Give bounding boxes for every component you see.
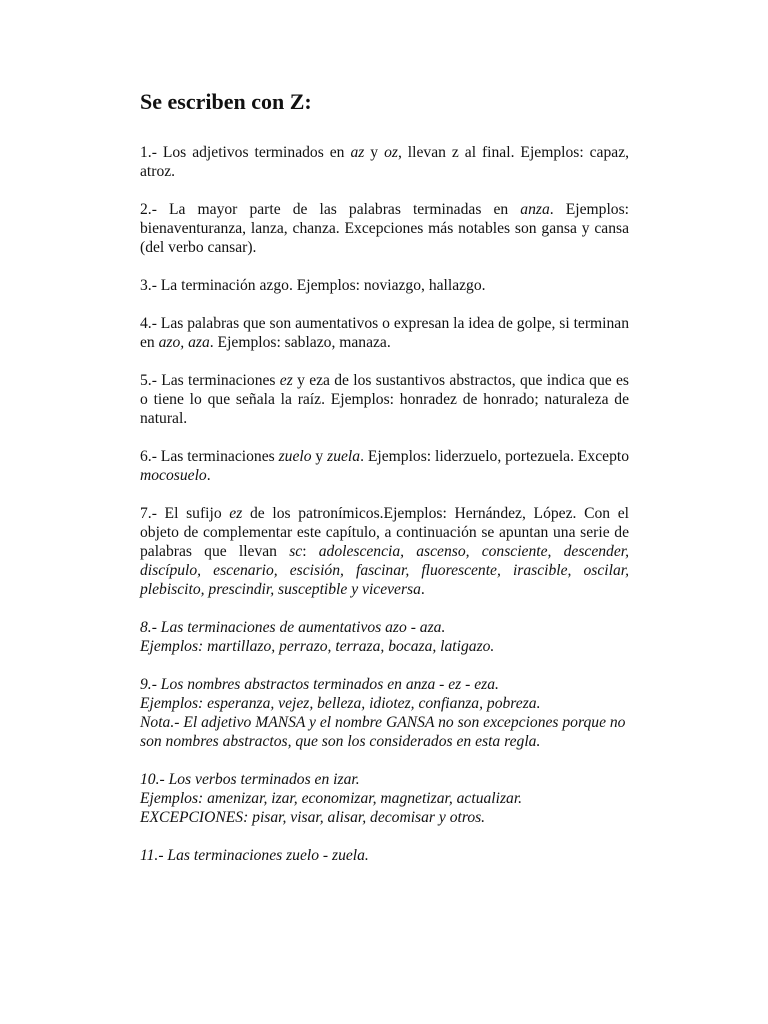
rule-10-line-3: EXCEPCIONES: pisar, visar, alisar, decomisar y otros. [140,809,486,826]
rule-4-em-azo-aza: azo, aza [158,334,210,351]
rule-2-text-a: 2.- La mayor parte de las palabras terminadas en [140,201,521,218]
rule-6-em-zuela: zuela [327,448,361,465]
rule-6-em-zuelo: zuelo [278,448,312,465]
rule-3 [140,276,629,295]
rule-4-text-a: 4.- Las palabras que son aumentativos o expresan la idea de golpe, si terminan en [140,315,629,351]
rule-8-line-1: 8.- Las terminaciones de aumentativos azo - aza. [140,619,446,636]
rule-8-line-2: Ejemplos: martillazo, perrazo, terraza, bocaza, latigazo. [140,638,495,655]
rule-7-em-sc: sc [289,543,303,560]
rule-7-text-g: . [420,581,425,598]
rule-10-line-1: 10.- Los verbos terminados en izar. [140,771,360,788]
rule-4-text-c: . Ejemplos: sablazo, manaza. [209,334,391,351]
rule-2-em-anza: anza [520,201,550,218]
rule-1-em-az: az [350,144,365,161]
rule-1 [140,143,629,181]
rule-7-text-e: : [302,543,319,560]
rule-10-line-2: Ejemplos: amenizar, izar, economizar, magnetizar, actualizar. [140,790,523,807]
rule-9-line-1: 9.- Los nombres abstractos terminados en anza - ez - eza. [140,676,499,693]
rule-8 [140,618,629,656]
rule-5-text-a: 5.- Las terminaciones [140,372,280,389]
rule-1-text-e: , llevan z al final. Ejemplos: capaz, atroz. [140,144,630,180]
rule-10 [140,770,629,827]
rule-5-em-ez: ez [279,372,293,389]
rule-6-em-mocosuelo: mocosuelo [140,467,207,484]
rule-9-line-3: Nota.- El adjetivo MANSA y el nombre GANSA no son excepciones porque no son nombres abstractos, que son los considerados en esta regla. [140,714,626,750]
rule-11-line-1: 11.- Las terminaciones zuelo - zuela. [140,847,369,864]
rule-9 [140,675,629,751]
rule-7-em-word-list: adolescencia, ascenso, consciente, descender, discípulo, escenario, escisión, fascinar, fluorescente, irascible, oscilar, plebiscito, prescindir, susceptible y viceversa [140,543,630,598]
rule-7-text-a: 7.- El sufijo [140,505,230,522]
rule-6 [140,447,629,485]
rule-6-text-e: . Ejemplos: liderzuelo, portezuela. Excepto [360,448,629,465]
rule-1-em-oz: oz [384,144,398,161]
rule-2-text-c: . Ejemplos: bienaventuranza, lanza, chanza. Excepciones más notables son gansa y cansa (del verbo cansar). [140,201,629,256]
document-page [140,88,629,884]
rule-7-text-c: de los patronímicos.Ejemplos: Hernández, López. Con el objeto de complementar este capítulo, a continuación se apuntan una serie de palabras que llevan [140,505,630,560]
rule-6-text-a: 6.- Las terminaciones [140,448,279,465]
rule-6-text-c: y [311,448,328,465]
page-title: Se escriben con Z: [140,89,312,114]
rule-1-text-a: 1.- Los adjetivos terminados en [140,144,351,161]
rule-5-text-c: y eza de los sustantivos abstractos, que indica que es o tiene lo que señala la raíz. Ejemplos: honradez de honrado; naturaleza de natural. [140,372,629,427]
rule-9-line-2: Ejemplos: esperanza, vejez, belleza, idiotez, confianza, pobreza. [140,695,541,712]
rule-1-text-c: y [364,144,385,161]
rule-2 [140,200,629,257]
rule-7 [140,504,629,599]
rule-5 [140,371,629,428]
rule-7-em-ez: ez [229,505,243,522]
rule-4 [140,314,629,352]
rule-6-text-g: . [206,467,211,484]
rule-11 [140,846,629,865]
rule-3-text: 3.- La terminación azgo. Ejemplos: noviazgo, hallazgo. [140,277,486,294]
